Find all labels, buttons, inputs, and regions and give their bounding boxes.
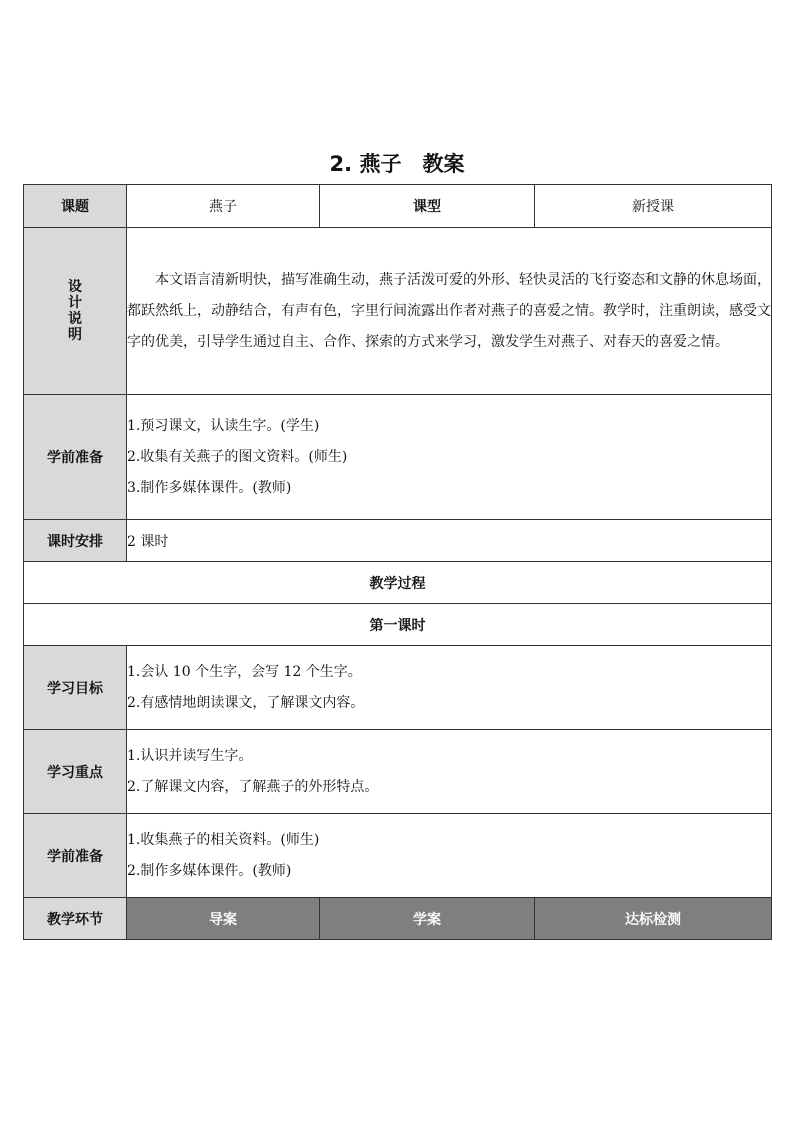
goals-list [127,646,772,730]
list-item: 3.制作多媒体课件。(教师) [127,479,292,496]
page-title: 2. 燕子 教案 [329,152,465,176]
topic-label: 课题 [24,185,127,228]
list-item: 2.了解课文内容，了解燕子的外形特点。 [127,778,379,795]
key-points-list [127,730,772,814]
guide-plan-header: 导案 [127,898,320,940]
lesson-header-row [24,604,772,646]
lesson-type-value: 新授课 [535,185,772,228]
prep-row-1 [24,395,772,520]
teaching-steps-row [24,898,772,940]
teaching-steps-label: 教学环节 [24,898,127,940]
goals-row [24,646,772,730]
list-item: 2.制作多媒体课件。(教师) [127,862,292,879]
prep-label-1: 学前准备 [24,395,127,520]
list-item: 1.认识并读写生字。 [127,747,253,764]
schedule-label: 课时安排 [24,520,127,562]
key-points-label: 学习重点 [24,730,127,814]
list-item: 2.收集有关燕子的图文资料。(师生) [127,448,348,465]
lesson-type-label: 课型 [320,185,535,228]
prep-list-2 [127,814,772,898]
design-description: 本文语言清新明快，描写准确生动，燕子活泼可爱的外形、轻快灵活的飞行姿态和文静的休息场面，都跃然纸上，动静结合，有声有色，字里行间流露出作者对燕子的喜爱之情。教学时，注重朗读，感受文字的优美，引导学生通过自主、合作、探索的方式来学习，激发学生对燕子、对春天的喜爱之情。 [127,228,772,395]
lesson-plan-table [23,184,772,940]
prep-row-2 [24,814,772,898]
process-header-row [24,562,772,604]
list-item: 1.收集燕子的相关资料。(师生) [127,831,320,848]
design-row [24,228,772,395]
list-item: 1.会认 10 个生字，会写 12 个生字。 [127,663,362,680]
lesson-header: 第一课时 [24,604,772,646]
list-item: 2.有感情地朗读课文，了解课文内容。 [127,694,365,711]
key-points-row [24,730,772,814]
schedule-value: 2 课时 [127,520,772,562]
process-header: 教学过程 [24,562,772,604]
design-label: 设 计 说 明 [24,228,127,395]
schedule-row [24,520,772,562]
assessment-header: 达标检测 [535,898,772,940]
goals-label: 学习目标 [24,646,127,730]
topic-row [24,185,772,228]
study-plan-header: 学案 [320,898,535,940]
topic-value: 燕子 [127,185,320,228]
prep-list-1 [127,395,772,520]
list-item: 1.预习课文，认读生字。(学生) [127,417,320,434]
prep-label-2: 学前准备 [24,814,127,898]
